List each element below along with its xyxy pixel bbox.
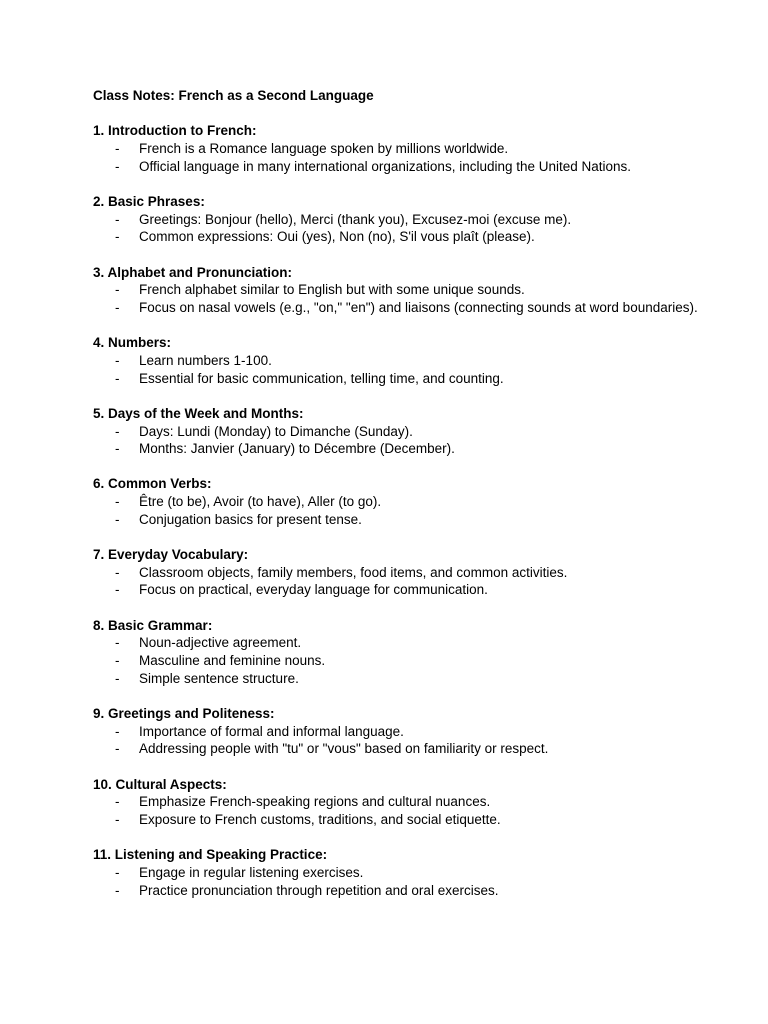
section	[93, 193, 733, 246]
bullet-dash: -	[115, 723, 120, 739]
bullet-text: Engage in regular listening exercises.	[139, 864, 364, 880]
bullet-dash: -	[115, 494, 120, 510]
bullet-dash: -	[115, 511, 120, 527]
section-heading: 7. Everyday Vocabulary:	[93, 547, 249, 563]
list-item	[93, 370, 733, 388]
bullet-dash: -	[115, 352, 120, 368]
bullet-dash: -	[115, 864, 120, 880]
section	[93, 546, 733, 599]
bullet-dash: -	[115, 882, 120, 898]
bullet-list	[93, 423, 733, 458]
section-heading: 11. Listening and Speaking Practice:	[93, 847, 328, 863]
section-heading: 4. Numbers:	[93, 335, 172, 351]
bullet-dash: -	[115, 741, 120, 757]
bullet-text: Learn numbers 1-100.	[139, 352, 272, 368]
document-page	[93, 87, 733, 917]
list-item	[93, 634, 733, 652]
list-item	[93, 581, 733, 599]
section	[93, 617, 733, 688]
bullet-text: Addressing people with "tu" or "vous" based on familiarity or respect.	[139, 741, 549, 757]
section	[93, 334, 733, 387]
list-item	[93, 511, 733, 529]
bullet-text: French is a Romance language spoken by millions worldwide.	[139, 141, 509, 157]
sections-container	[93, 122, 733, 899]
bullet-text: Emphasize French-speaking regions and cultural nuances.	[139, 794, 491, 810]
bullet-text: Days: Lundi (Monday) to Dimanche (Sunday).	[139, 423, 413, 439]
section-heading: 10. Cultural Aspects:	[93, 776, 227, 792]
section-heading: 3. Alphabet and Pronunciation:	[93, 264, 293, 280]
list-item	[93, 299, 733, 317]
list-item	[93, 211, 733, 229]
list-item	[93, 882, 733, 900]
section	[93, 846, 733, 899]
list-item	[93, 723, 733, 741]
section	[93, 405, 733, 458]
list-item	[93, 793, 733, 811]
bullet-dash: -	[115, 282, 120, 298]
bullet-list	[93, 493, 733, 528]
bullet-list	[93, 140, 733, 175]
bullet-dash: -	[115, 229, 120, 245]
list-item	[93, 652, 733, 670]
bullet-dash: -	[115, 653, 120, 669]
bullet-dash: -	[115, 300, 120, 316]
bullet-list	[93, 281, 733, 316]
document-title: Class Notes: French as a Second Language	[93, 88, 374, 103]
bullet-text: Exposure to French customs, traditions, and social etiquette.	[139, 811, 501, 827]
bullet-text: Classroom objects, family members, food items, and common activities.	[139, 564, 568, 580]
section	[93, 475, 733, 528]
bullet-list	[93, 564, 733, 599]
bullet-text: Noun-adjective agreement.	[139, 635, 302, 651]
list-item	[93, 140, 733, 158]
bullet-dash: -	[115, 635, 120, 651]
bullet-list	[93, 723, 733, 758]
list-item	[93, 158, 733, 176]
bullet-text: Greetings: Bonjour (hello), Merci (thank you), Excusez-moi (excuse me).	[139, 211, 572, 227]
section	[93, 122, 733, 175]
bullet-text: Conjugation basics for present tense.	[139, 511, 362, 527]
section-heading: 9. Greetings and Politeness:	[93, 705, 275, 721]
section-heading: 6. Common Verbs:	[93, 476, 212, 492]
bullet-text: French alphabet similar to English but with some unique sounds.	[139, 282, 525, 298]
bullet-dash: -	[115, 794, 120, 810]
bullet-dash: -	[115, 141, 120, 157]
section-heading: 2. Basic Phrases:	[93, 194, 205, 209]
bullet-list	[93, 793, 733, 828]
bullet-dash: -	[115, 811, 120, 827]
list-item	[93, 811, 733, 829]
list-item	[93, 352, 733, 370]
bullet-text: Être (to be), Avoir (to have), Aller (to go).	[139, 494, 382, 510]
bullet-dash: -	[115, 158, 120, 174]
bullet-dash: -	[115, 670, 120, 686]
bullet-text: Masculine and feminine nouns.	[139, 653, 326, 669]
section	[93, 776, 733, 829]
bullet-text: Common expressions: Oui (yes), Non (no), S'il vous plaît (please).	[139, 229, 535, 245]
bullet-list	[93, 211, 733, 246]
bullet-list	[93, 352, 733, 387]
bullet-text: Practice pronunciation through repetition and oral exercises.	[139, 882, 499, 898]
bullet-text: Months: Janvier (January) to Décembre (December).	[139, 441, 455, 457]
bullet-text: Official language in many international organizations, including the United Nations.	[139, 158, 632, 174]
bullet-list	[93, 634, 733, 687]
section	[93, 264, 733, 317]
list-item	[93, 740, 733, 758]
list-item	[93, 423, 733, 441]
list-item	[93, 670, 733, 688]
list-item	[93, 493, 733, 511]
bullet-dash: -	[115, 441, 120, 457]
bullet-text: Simple sentence structure.	[139, 670, 299, 686]
bullet-text: Focus on practical, everyday language for communication.	[139, 582, 488, 598]
list-item	[93, 228, 733, 246]
list-item	[93, 864, 733, 882]
section-heading: 1. Introduction to French:	[93, 123, 257, 139]
bullet-dash: -	[115, 211, 120, 227]
bullet-text: Essential for basic communication, telling time, and counting.	[139, 370, 504, 386]
section-heading: 5. Days of the Week and Months:	[93, 405, 304, 421]
bullet-text: Importance of formal and informal language.	[139, 723, 404, 739]
list-item	[93, 564, 733, 582]
list-item	[93, 281, 733, 299]
bullet-dash: -	[115, 564, 120, 580]
bullet-text: Focus on nasal vowels (e.g., "on," "en") and liaisons (connecting sounds at word boundaries).	[139, 300, 698, 316]
bullet-dash: -	[115, 582, 120, 598]
bullet-list	[93, 864, 733, 899]
section	[93, 705, 733, 758]
bullet-dash: -	[115, 423, 120, 439]
bullet-dash: -	[115, 370, 120, 386]
section-heading: 8. Basic Grammar:	[93, 617, 213, 633]
list-item	[93, 440, 733, 458]
